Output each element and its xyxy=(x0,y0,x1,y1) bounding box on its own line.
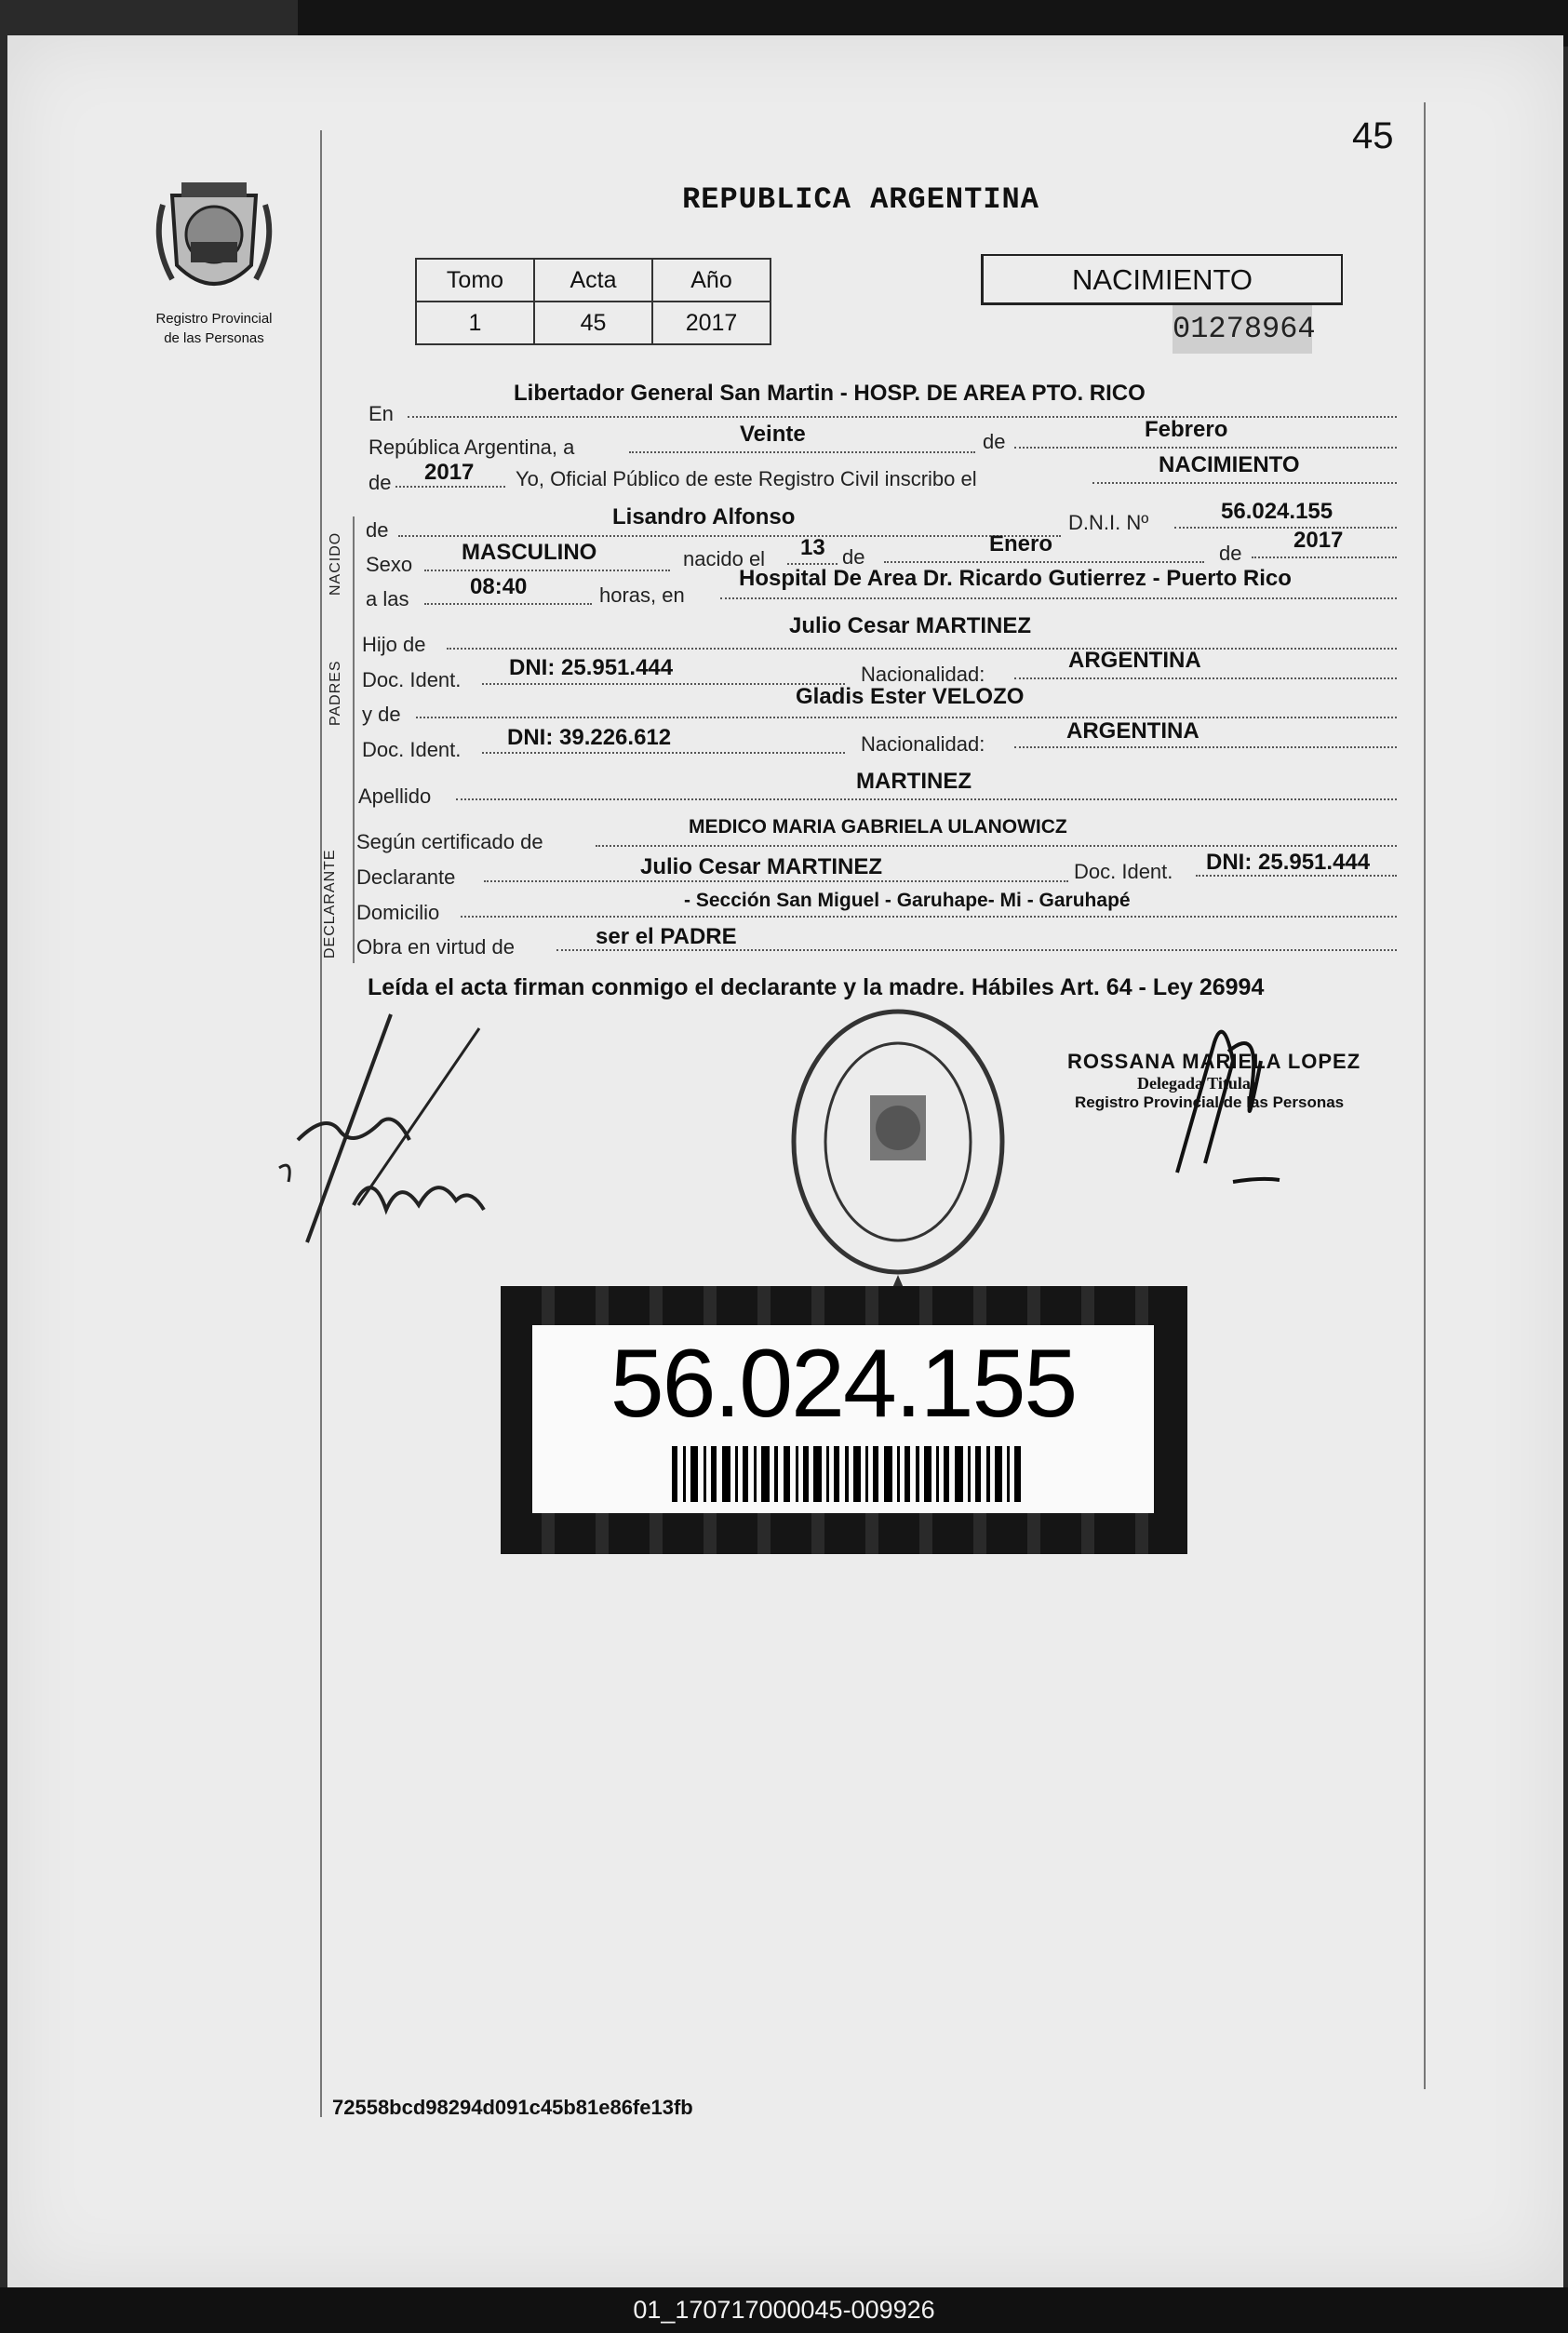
mother-doc-label: Doc. Ident. xyxy=(362,738,462,761)
declarant-label: Declarante xyxy=(356,865,456,889)
sex-dots xyxy=(424,570,670,571)
certificate-dots xyxy=(596,845,1397,847)
statement-dots xyxy=(1092,482,1397,484)
declarant-doc-label: Doc. Ident. xyxy=(1074,860,1173,883)
year-label: de xyxy=(369,471,392,494)
time-dots xyxy=(424,603,592,605)
address-value: - Sección San Miguel - Garuhape- Mi - Garuhapé xyxy=(684,890,1131,911)
father-nationality-value: ARGENTINA xyxy=(1068,648,1201,673)
mother-doc-dots xyxy=(482,752,845,754)
document-title: REPUBLICA ARGENTINA xyxy=(682,182,1039,217)
day-dots xyxy=(629,451,975,453)
dni-dots xyxy=(1174,527,1397,529)
place-value: Libertador General San Martin - HOSP. DE AREA PTO. RICO xyxy=(514,381,1146,406)
side-column-line xyxy=(353,516,355,963)
declarant-doc-value: DNI: 25.951.444 xyxy=(1206,850,1371,875)
id-sticker xyxy=(501,1286,1187,1554)
year-dots xyxy=(395,486,505,488)
registry-logo xyxy=(140,177,288,346)
document-hash: 72558bcd98294d091c45b81e86fe13fb xyxy=(332,2096,693,2119)
acta-header: Acta xyxy=(534,259,652,302)
father-nationality-dots xyxy=(1014,677,1397,679)
statement-value: NACIMIENTO xyxy=(1159,452,1300,477)
ano-header: Año xyxy=(652,259,771,302)
certificate-value: MEDICO MARIA GABRIELA ULANOWICZ xyxy=(689,816,1067,838)
month-value: Febrero xyxy=(1145,417,1228,442)
birth-day-value: 13 xyxy=(800,535,825,560)
file-id: 01_170717000045-009926 xyxy=(633,2296,935,2324)
sex-label: Sexo xyxy=(366,553,413,576)
mother-label: y de xyxy=(362,703,401,726)
mother-nationality-label: Nacionalidad: xyxy=(861,732,985,756)
birth-year-dots xyxy=(1252,556,1397,558)
file-id-bar xyxy=(0,2287,1568,2333)
logo-caption-1: Registro Provincial xyxy=(155,311,273,327)
registry-table xyxy=(415,258,771,345)
father-label: Hijo de xyxy=(362,633,426,656)
birth-place-value: Hospital De Area Dr. Ricardo Gutierrez - Puerto Rico xyxy=(739,566,1292,591)
dni-label: D.N.I. Nº xyxy=(1068,511,1149,534)
surname-value: MARTINEZ xyxy=(856,769,972,794)
parents-section-label: PADRES xyxy=(328,660,343,726)
capacity-label: Obra en virtud de xyxy=(356,935,515,959)
mother-nationality-dots xyxy=(1014,746,1397,748)
father-doc-dots xyxy=(482,683,845,685)
legal-closing-text: Leída el acta firman conmigo el declarante y la madre. Hábiles Art. 64 - Ley 26994 xyxy=(368,974,1265,1000)
time-label: a las xyxy=(366,587,409,610)
month-label: de xyxy=(983,430,1006,453)
declarant-signature xyxy=(270,1010,549,1252)
certificate-label: Según certificado de xyxy=(356,830,543,853)
country-label: República Argentina, a xyxy=(369,436,575,459)
id-sticker-label xyxy=(532,1325,1154,1513)
address-label: Domicilio xyxy=(356,901,440,924)
declarant-section-label: DECLARANTE xyxy=(322,849,338,959)
sex-value: MASCULINO xyxy=(462,540,597,565)
declarant-dots xyxy=(484,880,1068,882)
father-nationality-label: Nacionalidad: xyxy=(861,663,985,686)
officer-role: Delegada Titular xyxy=(1137,1074,1258,1093)
birth-month-dots xyxy=(884,561,1204,563)
time-value: 08:40 xyxy=(470,574,528,599)
born-on-label: nacido el xyxy=(683,547,766,570)
year-value: 2017 xyxy=(424,460,475,485)
birth-month-label: de xyxy=(842,545,865,569)
birth-month-value: Enero xyxy=(989,531,1053,556)
born-name-dots xyxy=(398,535,1061,537)
record-type-box: NACIMIENTO xyxy=(981,254,1343,305)
born-name-value: Lisandro Alfonso xyxy=(612,504,796,530)
father-dots xyxy=(447,648,1397,650)
id-sticker-number: 56.024.155 xyxy=(610,1330,1077,1438)
birth-year-label: de xyxy=(1219,542,1242,565)
father-doc-label: Doc. Ident. xyxy=(362,668,462,691)
place-dots xyxy=(408,416,1397,418)
page-number: 45 xyxy=(1352,115,1394,156)
officer-org: Registro Provincial de las Personas xyxy=(1075,1093,1345,1111)
birth-day-dots xyxy=(787,563,838,565)
mother-dots xyxy=(416,717,1397,718)
mother-nationality-value: ARGENTINA xyxy=(1066,718,1199,744)
mother-doc-value: DNI: 39.226.612 xyxy=(507,725,672,750)
tomo-header: Tomo xyxy=(416,259,534,302)
father-value: Julio Cesar MARTINEZ xyxy=(789,613,1032,638)
dni-value: 56.024.155 xyxy=(1221,499,1333,524)
official-stamp xyxy=(782,998,1014,1305)
tomo-value: 1 xyxy=(416,302,534,344)
birth-place-dots xyxy=(720,597,1397,599)
logo-caption-2: de las Personas xyxy=(164,330,264,346)
born-name-label: de xyxy=(366,518,389,542)
statement-text: Yo, Oficial Público de este Registro Civil inscribo el xyxy=(516,467,977,490)
mother-value: Gladis Ester VELOZO xyxy=(796,684,1025,709)
surname-dots xyxy=(456,798,1397,800)
address-dots xyxy=(461,916,1397,918)
officer-name: ROSSANA MARIELA LOPEZ xyxy=(1067,1050,1361,1073)
place-label: En xyxy=(369,402,394,425)
birth-year-value: 2017 xyxy=(1293,528,1344,553)
serial-number: 01278964 xyxy=(1173,305,1312,354)
father-doc-value: DNI: 25.951.444 xyxy=(509,655,674,680)
month-dots xyxy=(1014,447,1397,449)
acta-value: 45 xyxy=(534,302,652,344)
right-margin-line xyxy=(1424,102,1426,2089)
ano-value: 2017 xyxy=(652,302,771,344)
capacity-value: ser el PADRE xyxy=(596,924,737,949)
surname-label: Apellido xyxy=(358,784,432,808)
barcode-icon xyxy=(672,1446,1025,1502)
province-seal-icon xyxy=(154,177,275,307)
day-value: Veinte xyxy=(740,422,806,447)
declarant-value: Julio Cesar MARTINEZ xyxy=(640,854,883,879)
hours-label: horas, en xyxy=(599,583,685,607)
officer-signature xyxy=(1140,1005,1298,1191)
born-section-label: NACIDO xyxy=(328,531,343,596)
